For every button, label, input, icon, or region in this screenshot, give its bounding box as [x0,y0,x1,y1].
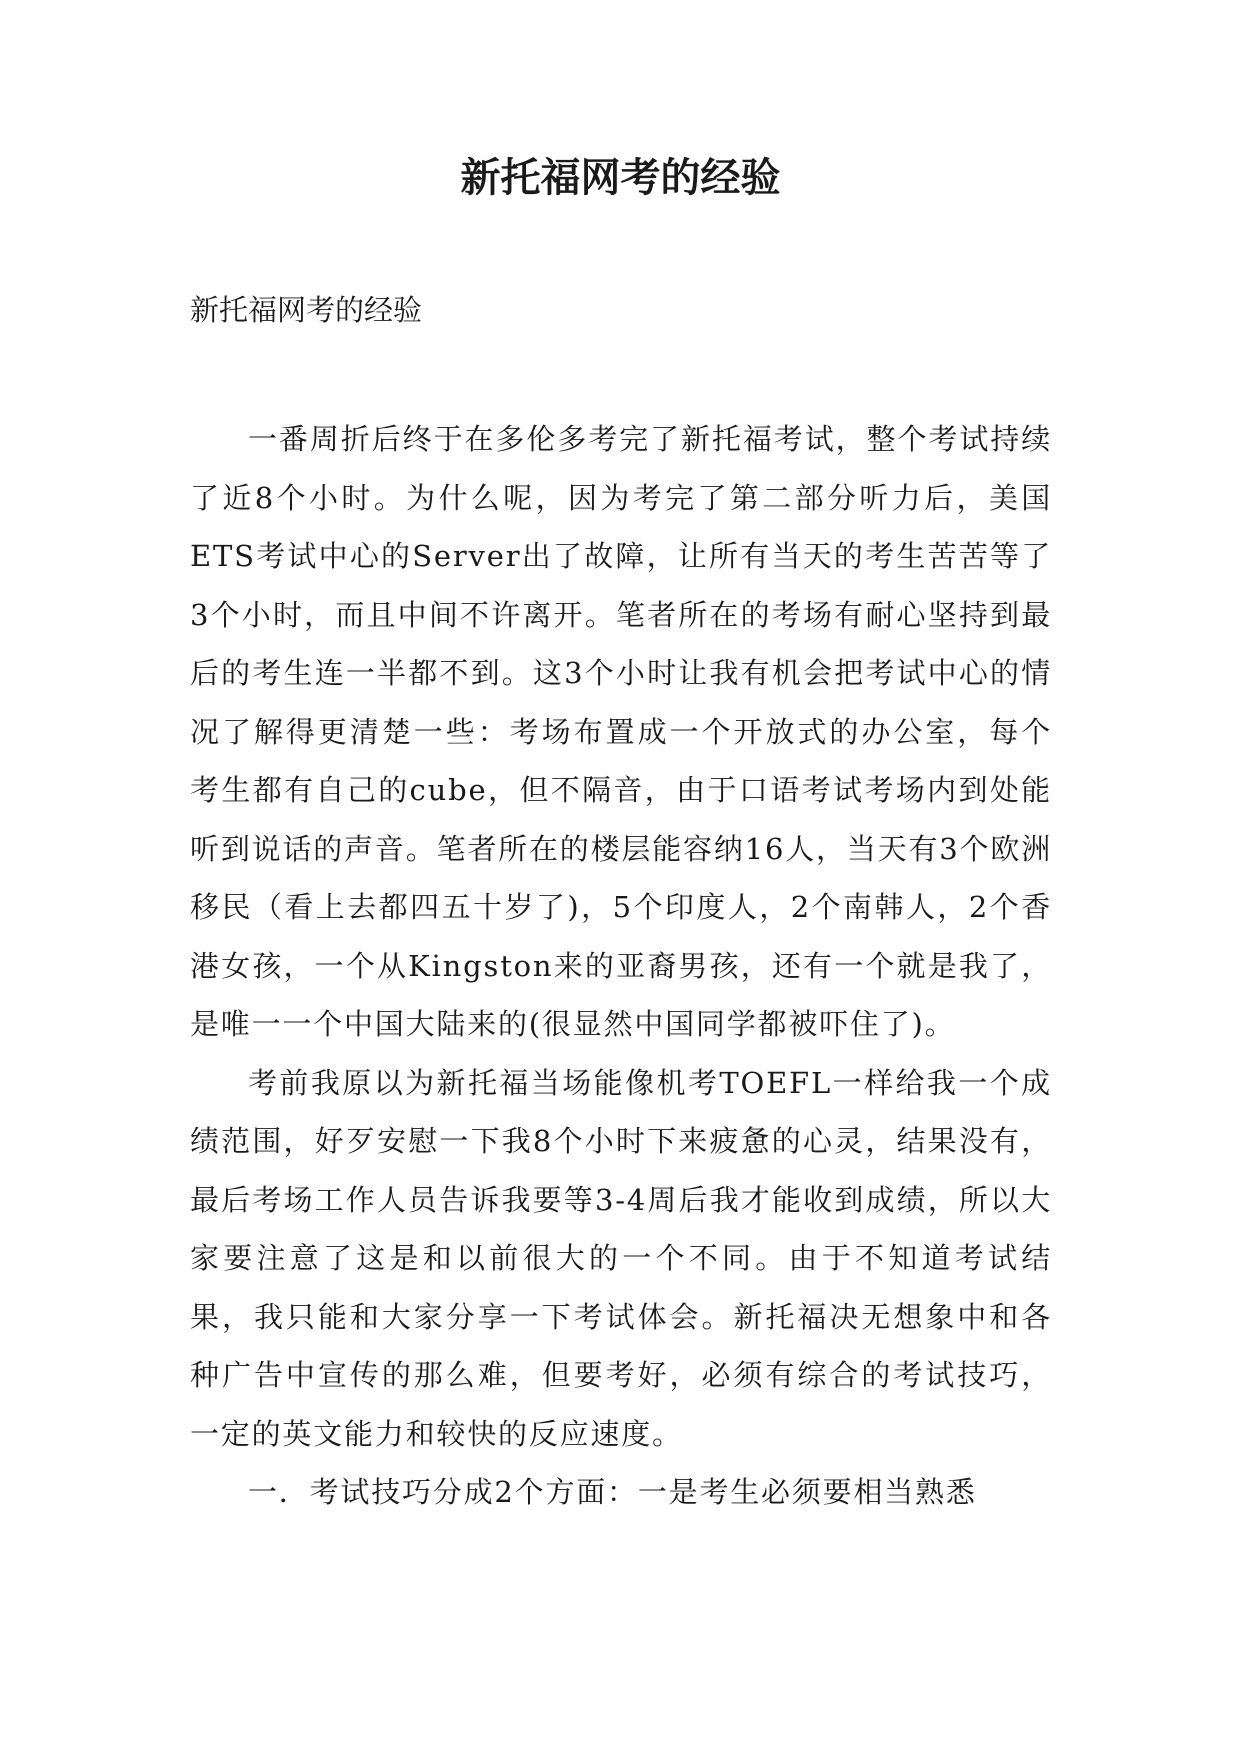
body-paragraph: 一番周折后终于在多伦多考完了新托福考试，整个考试持续了近8个小时。为什么呢，因为考完了第二部分听力后，美国ETS考试中心的Server出了故障，让所有当天的考生苦苦等了3个小时，而且中间不许离开。笔者所在的考场有耐心坚持到最后的考生连一半都不到。这3个小时让我有机会把考试中心的情况了解得更清楚一些：考场布置成一个开放式的办公室，每个考生都有自己的cube，但不隔音，由于口语考试考场内到处能听到说话的声音。笔者所在的楼层能容纳16人，当天有3个欧洲移民（看上去都四五十岁了)，5个印度人，2个南韩人，2个香港女孩，一个从Kingston来的亚裔男孩，还有一个就是我了，是唯一一个中国大陆来的(很显然中国同学都被吓住了)。 [190,422,1052,1041]
document-title: 新托福网考的经验 [460,154,781,201]
document-subtitle: 新托福网考的经验 [190,293,423,327]
document-body [190,410,1052,1522]
body-paragraph: 考前我原以为新托福当场能像机考TOEFL一样给我一个成绩范围，好歹安慰一下我8个小时下来疲惫的心灵，结果没有，最后考场工作人员告诉我要等3-4周后我才能收到成绩，所以大家要注意了这是和以前很大的一个不同。由于不知道考试结果，我只能和大家分享一下考试体会。新托福决无想象中和各种广告中宣传的那么难，但要考好，必须有综合的考试技巧，一定的英文能力和较快的反应速度。 [190,1065,1052,1451]
body-paragraph: 一．考试技巧分成2个方面：一是考生必须要相当熟悉 [248,1475,977,1509]
